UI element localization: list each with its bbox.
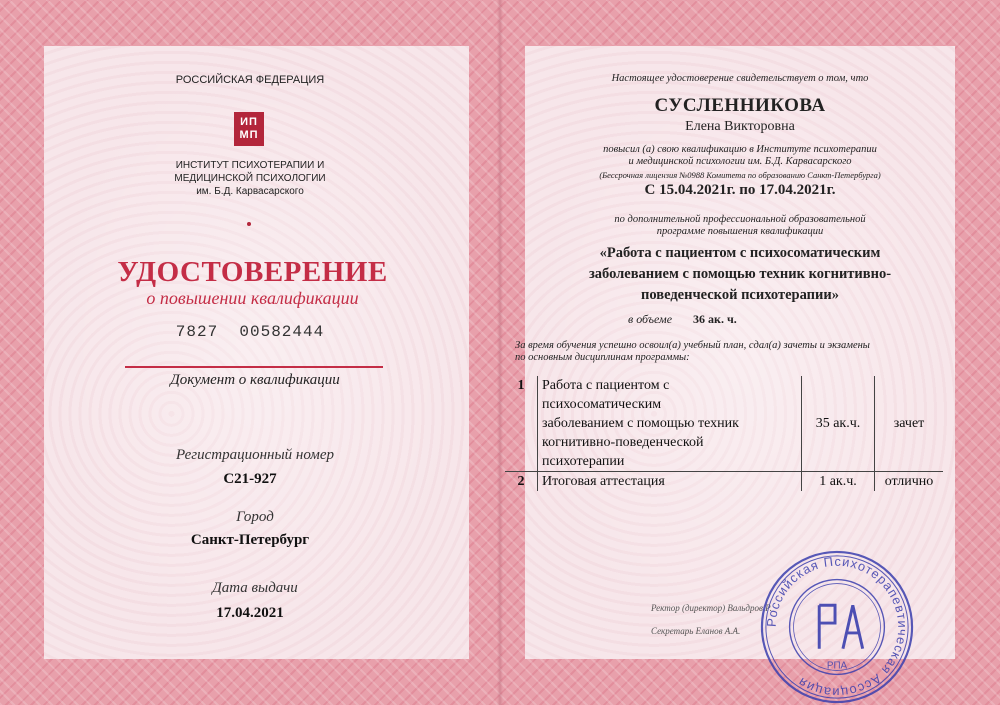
course-name-line: Работа с пациентом с [542,378,670,393]
program-title-line-2: заболеванием с помощью техник когнитивно- [588,266,892,282]
program-title [500,243,980,306]
rector-signature-line: Ректор (директор) Вальдров Р. [651,603,772,613]
qualification-line-2: и медицинской психологии им. Б.Д. Карвасарского [628,156,852,167]
reg-number-label: Регистрационный номер [175,447,334,463]
completion-text [515,340,915,364]
course-grade: зачет [893,416,925,431]
decorative-dot [247,222,251,226]
document-type: Документ о квалификации [170,372,340,388]
seal-inner-text: РПА [826,660,848,672]
institute-logo [234,112,264,146]
institute-line-3: им. Б.Д. Карвасарского [196,186,304,197]
volume-value: 36 ак. ч. [693,312,737,326]
issue-date-value: 17.04.2021 [216,605,284,621]
program-title-line-3: поведенческой психотерапии» [641,287,839,303]
document-title: УДОСТОВЕРЕНИЕ [117,256,388,288]
course-name-line: заболеванием с помощью техник [542,416,739,431]
reg-number-value: С21-927 [223,471,277,487]
table-row [505,472,943,492]
table-row [505,376,943,472]
study-dates: С 15.04.2021г. по 17.04.2021г. [644,182,836,198]
city-label: Город [236,509,274,525]
course-name [538,376,802,472]
program-volume [628,312,737,327]
document-number: 7827 00582444 [175,323,325,341]
holder-surname: СУСЛЕННИКОВА [654,95,826,116]
course-name-line: Итоговая аттестация [542,474,665,489]
qualification-line-1: повысил (а) свою квалификацию в Институте психотерапии [603,144,877,155]
seal-ring-text: Российская Психотерапевтическая Ассоциация [763,553,911,701]
completion-line-1: За время обучения успешно освоил(а) учебный план, сдал(а) зачеты и экзамены [515,340,870,351]
program-intro [500,214,980,238]
country-label: РОССИЙСКАЯ ФЕДЕРАЦИЯ [175,74,325,86]
completion-line-2: по основным дисциплинам программы: [515,352,690,363]
course-hours: 35 ак.ч. [802,376,875,472]
issue-date-label: Дата выдачи [212,580,298,596]
svg-text:Российская Психотерапевтическа [764,554,911,701]
institute-line-1: ИНСТИТУТ ПСИХОТЕРАПИИ И [175,160,325,171]
program-title-line-1: «Работа с пациентом с психосоматическим [599,245,881,261]
divider-line [125,366,383,368]
holder-given-name: Елена Викторовна [685,119,795,134]
license-text: (Бессрочная лицензия №0988 Комитета по образованию Санкт-Петербурга) [599,170,881,180]
course-name-line: психотерапии [542,454,625,469]
institute-name [0,159,500,198]
volume-label: в объеме [628,312,673,326]
course-number: 2 [505,472,538,492]
course-number: 1 [517,378,525,393]
program-intro-line-1: по дополнительной профессиональной образовательной [614,214,866,225]
logo-text-top: ИП [240,116,258,128]
certificate-intro: Настоящее удостоверение свидетельствует о том, что [611,73,869,84]
course-name-line: психосоматическим [542,397,662,412]
course-name-line: когнитивно-поведенческой [542,435,704,450]
qualification-text [500,144,980,168]
secretary-signature-line: Секретарь Еланов А.А. [651,626,741,636]
program-intro-line-2: программе повышения квалификации [656,226,824,237]
course-hours: 1 ак.ч. [802,472,875,492]
course-grade: отлично [875,472,944,492]
city-value: Санкт-Петербург [190,532,310,548]
document-subtitle: о повышении квалификации [146,288,359,308]
institute-line-2: МЕДИЦИНСКОЙ ПСИХОЛОГИИ [174,173,326,184]
course-name [538,472,802,492]
logo-text-bottom: МП [239,129,259,141]
courses-table [505,376,943,491]
association-seal [758,548,916,705]
